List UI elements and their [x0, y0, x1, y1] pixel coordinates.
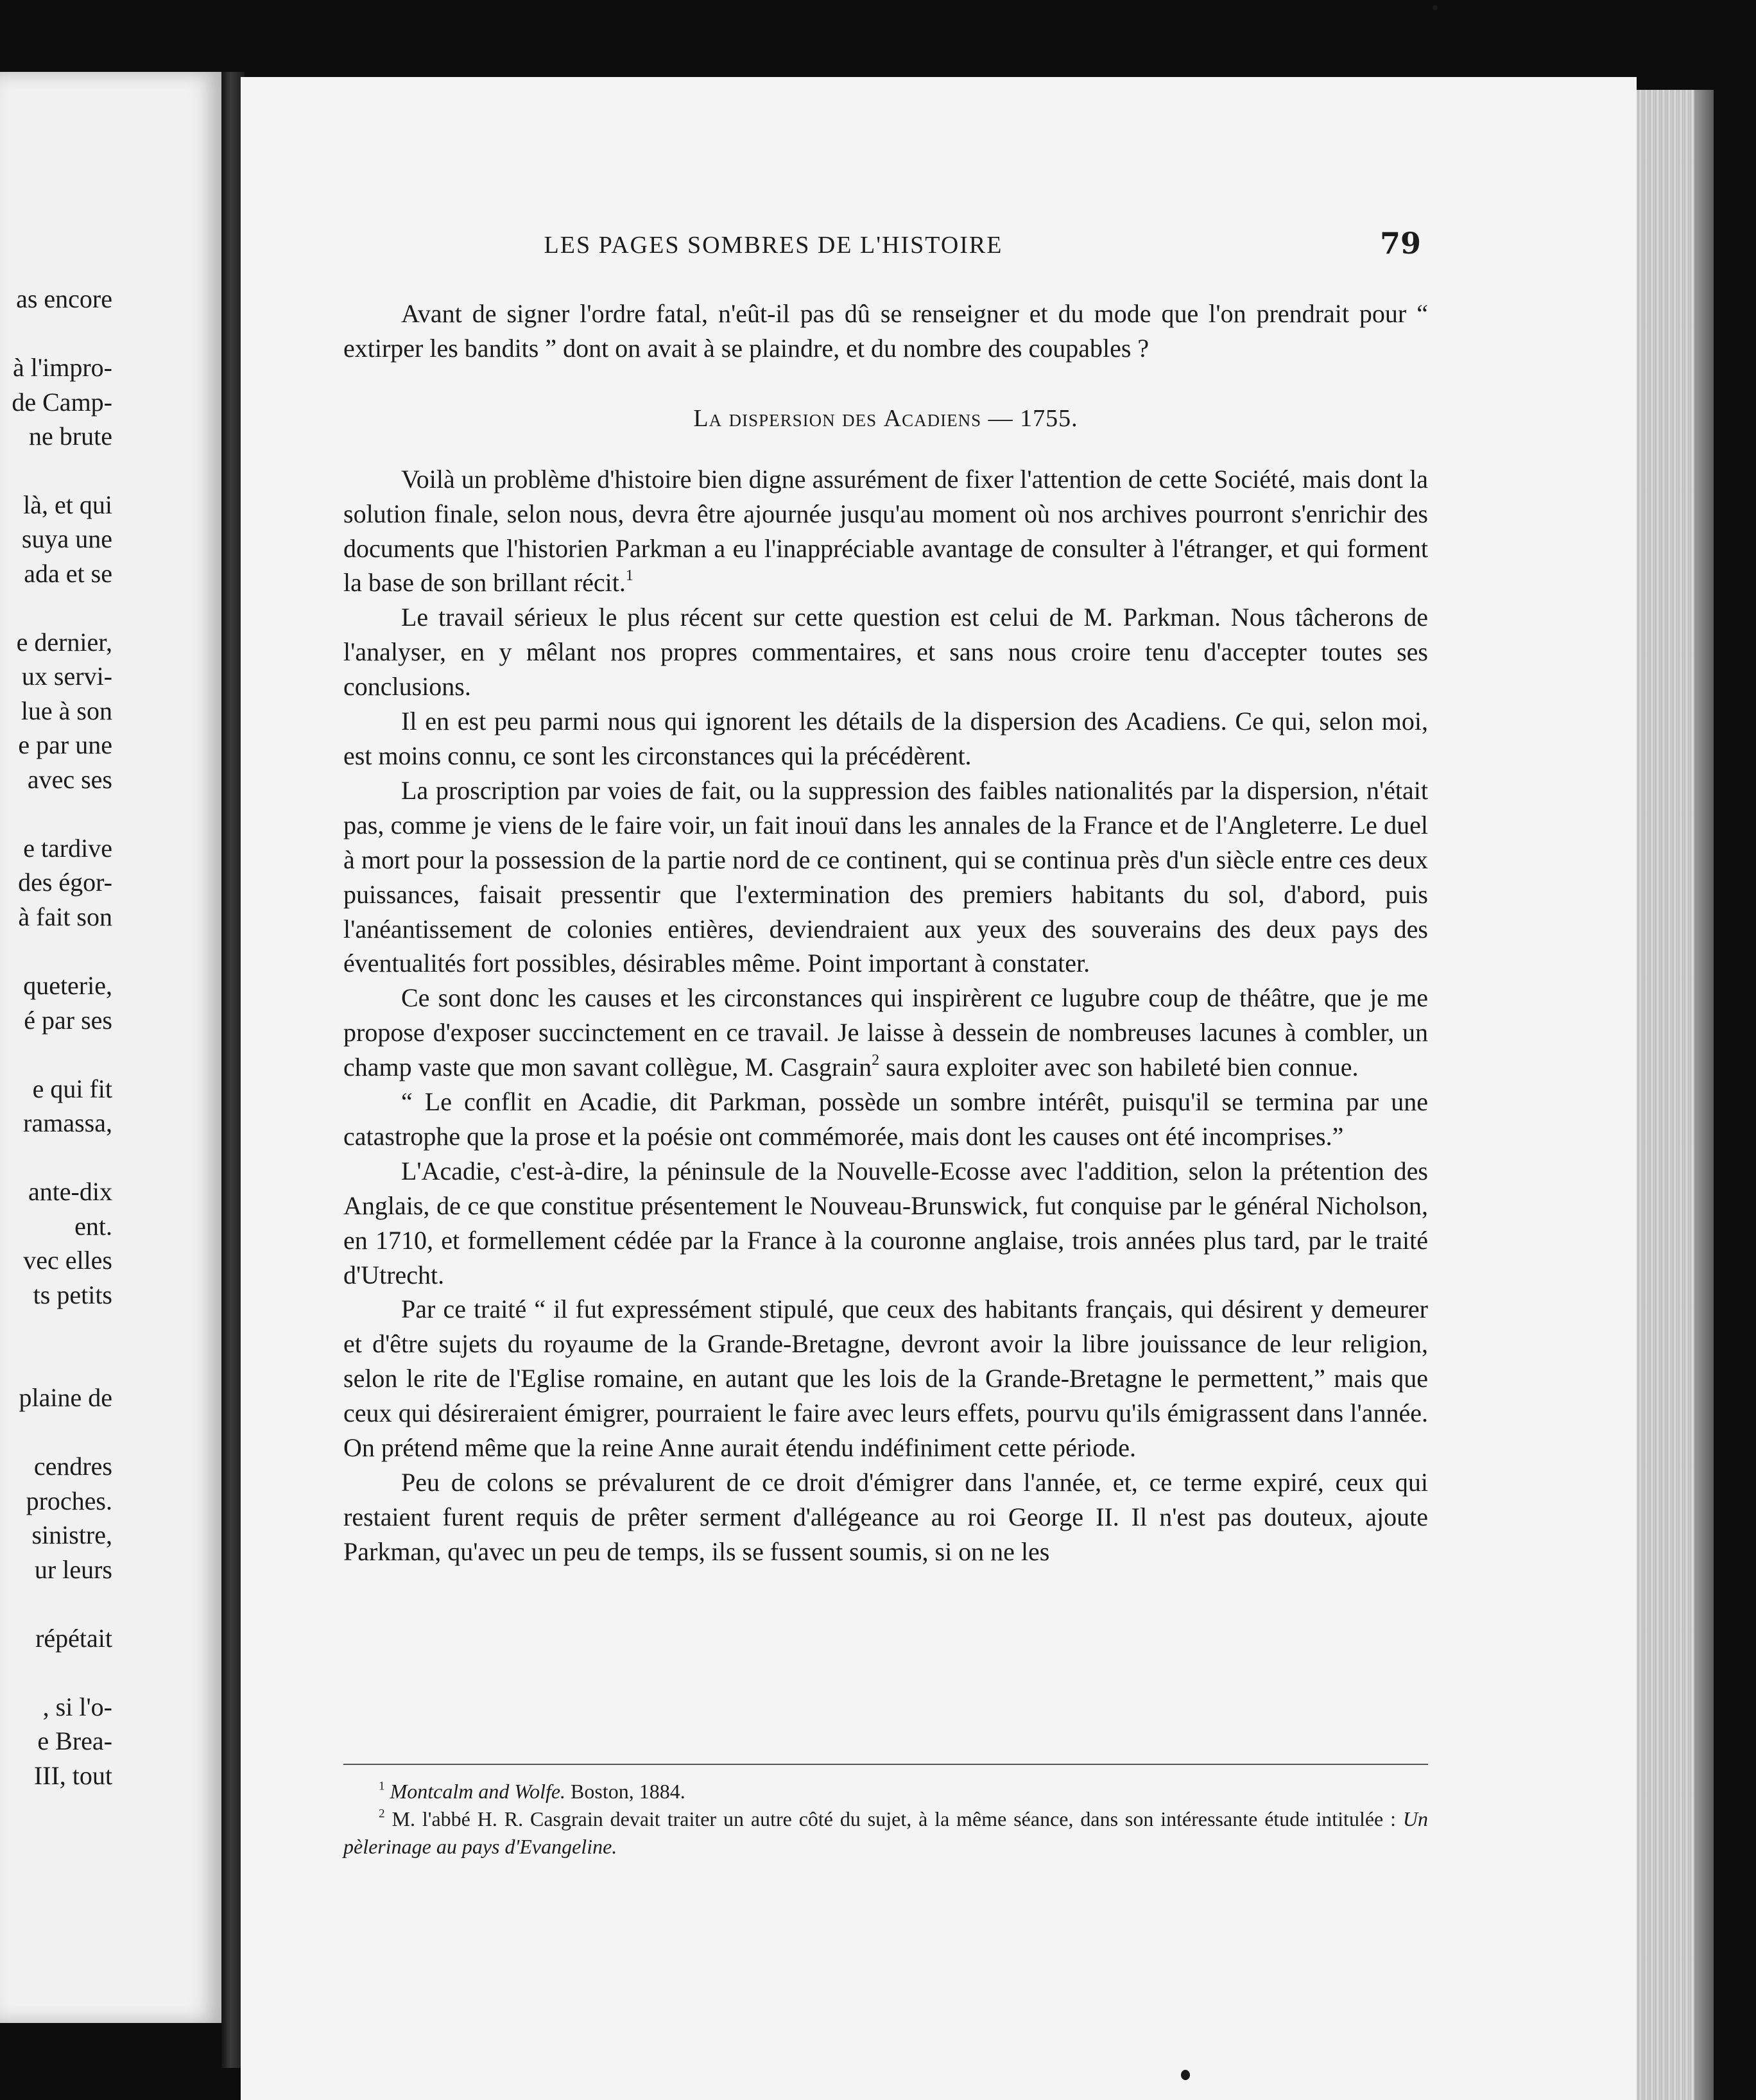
paragraph: Ce sont donc les causes et les circonstances qui inspirèrent ce lugubre coup de théâtre, que je me propose d'exposer succinctement en ce travail. Je laisse à dessein de nombreuses lacunes à combler, un champ vaste que mon savant collègue, M. Casgrain$^2$ saura exploiter avec son habileté bien connue.: [343, 983, 1428, 1082]
facing-page-line: cendres: [33, 1452, 112, 1481]
facing-page-line: ne brute: [29, 422, 112, 451]
scan-speck: [1433, 5, 1438, 10]
facing-page-line: queterie,: [23, 971, 112, 1000]
facing-page-line: vec elles: [23, 1246, 112, 1275]
running-head: LES PAGES SOMBRES DE L'HISTOIRE: [544, 232, 1003, 259]
paragraph: “ Le conflit en Acadie, dit Parkman, possède un sombre intérêt, puisqu'il se termina par une catastrophe que la prose et la poésie ont commémorée, mais dont les causes ont été incomprises.”: [343, 1087, 1428, 1151]
facing-page-line: ts petits: [33, 1280, 112, 1309]
facing-page-line: lue à son: [21, 696, 112, 725]
footnote-ref: 1: [625, 567, 633, 585]
facing-page-line: , si l'o-: [42, 1692, 112, 1721]
page-edges: [1637, 90, 1714, 2100]
facing-page-line: e dernier,: [16, 628, 112, 657]
body-text: [343, 297, 1428, 1569]
facing-page-line: ux servi-: [21, 662, 112, 691]
facing-page-line: là, et qui: [23, 490, 112, 519]
scan-speck: [1181, 2070, 1190, 2080]
facing-page-line: as encore: [16, 284, 112, 313]
facing-page-line: III, tout: [33, 1761, 112, 1790]
paragraph: Par ce traité “ il fut expressément stipulé, que ceux des habitants français, qui désirent y demeurer et d'être sujets du royaume de la Grande-Bretagne, devront avoir la libre jouissance de leur religion, selon le rite de l'Eglise romaine, en autant que les lois de la Grande-Bretagne le permettent,” mais que ceux qui désireraient émigrer, pourraient le faire avec leurs effets, pourvu qu'ils émigrassent dans l'année. On prétend même que la reine Anne aurait étendu indéfiniment cette période.: [343, 1295, 1428, 1463]
facing-page-line: e tardive: [23, 834, 112, 863]
footnote-ref: 2: [872, 1052, 880, 1069]
facing-page-line: répétait: [35, 1624, 112, 1653]
facing-page-line: suya une: [21, 524, 112, 553]
facing-page-line: de Camp-: [12, 388, 112, 417]
facing-page-line: à l'impro-: [13, 353, 112, 382]
footnote-2: $^2$ M. l'abbé H. R. Casgrain devait traiter un autre côté du sujet, à la même séance, dans son intéressante étude intitulée : Un pèlerinage au pays d'Evangeline.: [343, 1807, 1429, 1858]
paragraph: Voilà un problème d'histoire bien digne assurément de fixer l'attention de cette Société, mais dont la solution finale, selon nous, devra être ajournée jusqu'au moment où nos archives pourront s'enrichir des documents que l'historien Parkman a eu l'inappréciable avantage de consulter à l'étranger, et qui forment la base de son brillant récit.$^1$: [343, 464, 1428, 598]
paragraph: Le travail sérieux le plus récent sur cette question est celui de M. Parkman. Nous tâcherons de l'analyser, en y mêlant nos propres commentaires, et sans nous croire tenu d'accepter toutes ses conclusions.: [343, 603, 1428, 701]
facing-page-line: ada et se: [24, 559, 112, 588]
footnote-rule: [343, 1764, 1428, 1765]
paragraph: Avant de signer l'ordre fatal, n'eût-il pas dû se renseigner et du mode que l'on prendrait pour “ extirper les bandits ” dont on avait à se plaindre, et du nombre des coupables ?: [343, 299, 1428, 363]
page-number: 79: [1380, 226, 1422, 261]
facing-page-line: é par ses: [24, 1006, 112, 1035]
facing-page-line: ent.: [74, 1212, 112, 1241]
footnotes: [343, 1778, 1428, 1861]
facing-page-line: e Brea-: [37, 1726, 112, 1755]
paragraph: Il en est peu parmi nous qui ignorent les détails de la dispersion des Acadiens. Ce qui, selon moi, est moins connu, ce sont les circonstances qui la précédèrent.: [343, 707, 1428, 770]
facing-page-left: [0, 72, 221, 2023]
facing-page-line: des égor-: [18, 868, 112, 897]
facing-page-line: e qui fit: [32, 1074, 112, 1103]
facing-page-line: à fait son: [18, 902, 112, 931]
facing-page-line: e par une: [18, 730, 112, 759]
paragraph: L'Acadie, c'est-à-dire, la péninsule de la Nouvelle-Ecosse avec l'addition, selon la prétention des Anglais, de ce que constitue présentement le Nouveau-Brunswick, fut conquise par le général Nicholson, en 1710, et formellement cédée par la France à la couronne anglaise, trois années plus tard, par le traité d'Utrecht.: [343, 1156, 1428, 1289]
facing-page-line: ramassa,: [23, 1108, 112, 1137]
paragraph: Peu de colons se prévalurent de ce droit d'émigrer dans l'année, et, ce terme expiré, ceux qui restaient furent requis de prêter serment d'allégeance au roi George II. Il n'est pas douteux, ajoute Parkman, qu'avec un peu de temps, ils se fussent soumis, si on ne les: [343, 1468, 1428, 1566]
paragraph: La proscription par voies de fait, ou la suppression des faibles nationalités par la dispersion, n'était pas, comme je viens de le faire voir, un fait inouï dans les annales de la France et de l'Angleterre. Le duel à mort pour la possession de la partie nord de ce continent, qui se continua près d'un siècle entre ces deux puissances, faisait pressentir que l'extermination des premiers habitants du sol, d'abord, puis l'anéantissement de colonies entières, deviendraient aux yeux des souverains des deux pays des éventualités fort possibles, désirables même. Point important à constater.: [343, 775, 1428, 978]
facing-page-line: sinistre,: [31, 1520, 112, 1549]
facing-page-line: proches.: [26, 1486, 112, 1515]
section-heading: La dispersion des Acadiens — 1755.: [693, 404, 1078, 432]
facing-page-line: avec ses: [27, 765, 112, 794]
facing-page-line: ante-dix: [28, 1177, 112, 1206]
facing-page-line: plaine de: [19, 1383, 112, 1412]
footnote-1: $^1$ Montcalm and Wolfe. Boston, 1884.: [379, 1779, 685, 1803]
facing-page-line: ur leurs: [34, 1555, 112, 1584]
